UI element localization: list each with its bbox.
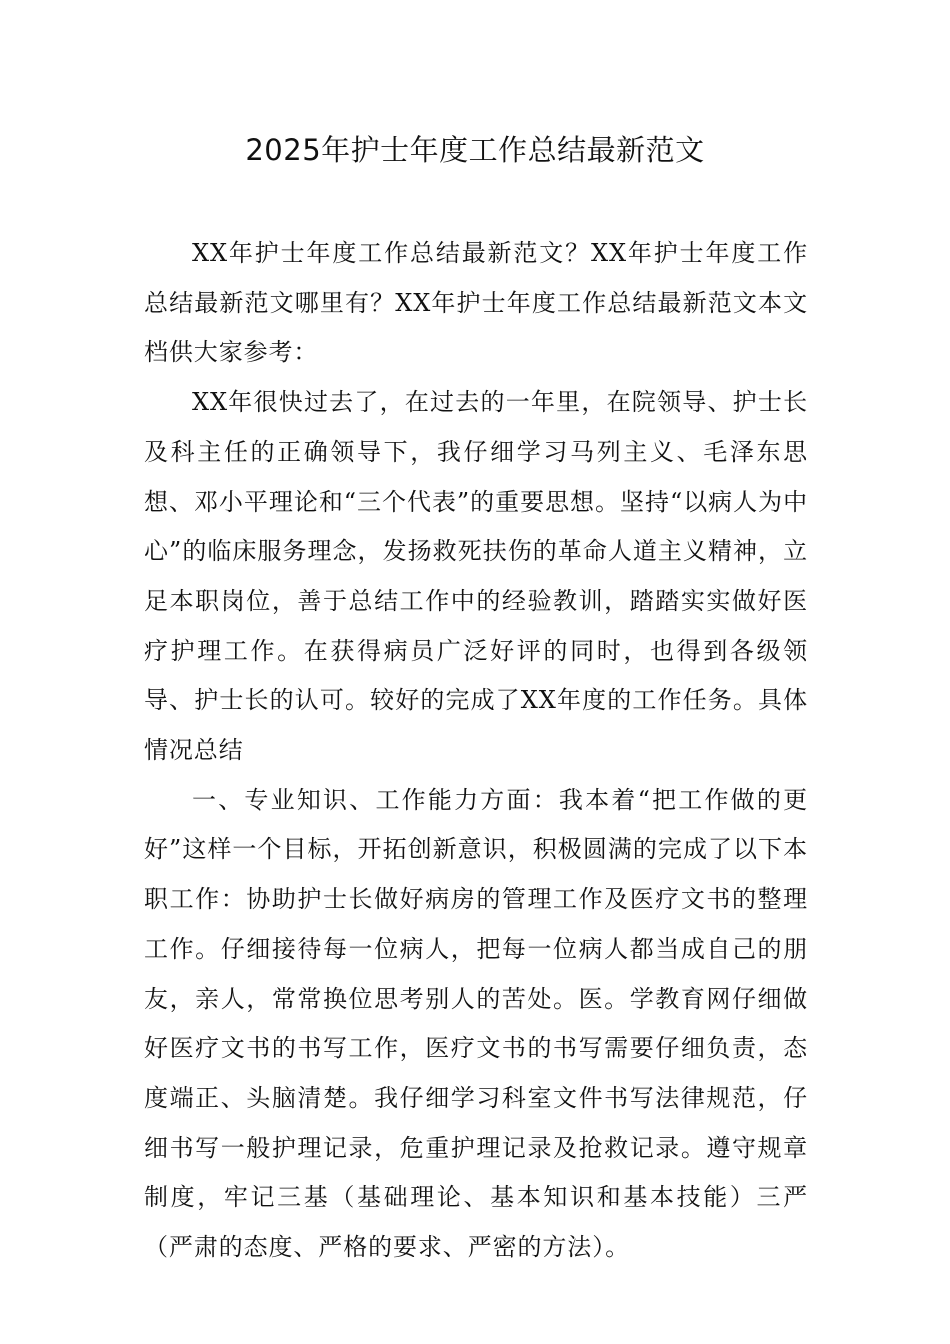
document-title: 2025年护士年度工作总结最新范文 (245, 133, 705, 167)
paragraph-section-one: 一、专业知识、工作能力方面：我本着“把工作做的更好”这样一个目标，开拓创新意识，积极圆满的完成了以下本职工作：协助护士长做好病房的管理工作及医疗文书的整理工作。仔细接待每一位病人，把每一位病人都当成自己的朋友，亲人，常常换位思考别人的苦处。医。学教育网仔细做好医疗文书的书写工作，医疗文书的书写需要仔细负责，态度端正、头脑清楚。我仔细学习科室文件书写法律规范，仔细书写一般护理记录，危重护理记录及抢救记录。遵守规章制度，牢记三基（基础理论、基本知识和基本技能）三严（严肃的态度、严格的要求、严密的方法）。 (144, 785, 808, 1262)
document-body (144, 229, 808, 1273)
paragraph-overview: XX年很快过去了，在过去的一年里，在院领导、护士长及科主任的正确领导下，我仔细学习马列主义、毛泽东思想、邓小平理论和“三个代表”的重要思想。坚持“以病人为中心”的临床服务理念，发扬救死扶伤的革命人道主义精神，立足本职岗位，善于总结工作中的经验教训，踏踏实实做好医疗护理工作。在获得病员广泛好评的同时，也得到各级领导、护士长的认可。较好的完成了XX年度的工作任务。具体情况总结 (144, 388, 808, 765)
paragraph-intro: XX年护士年度工作总结最新范文？XX年护士年度工作总结最新范文哪里有？XX年护士年度工作总结最新范文本文档供大家参考： (144, 239, 808, 367)
